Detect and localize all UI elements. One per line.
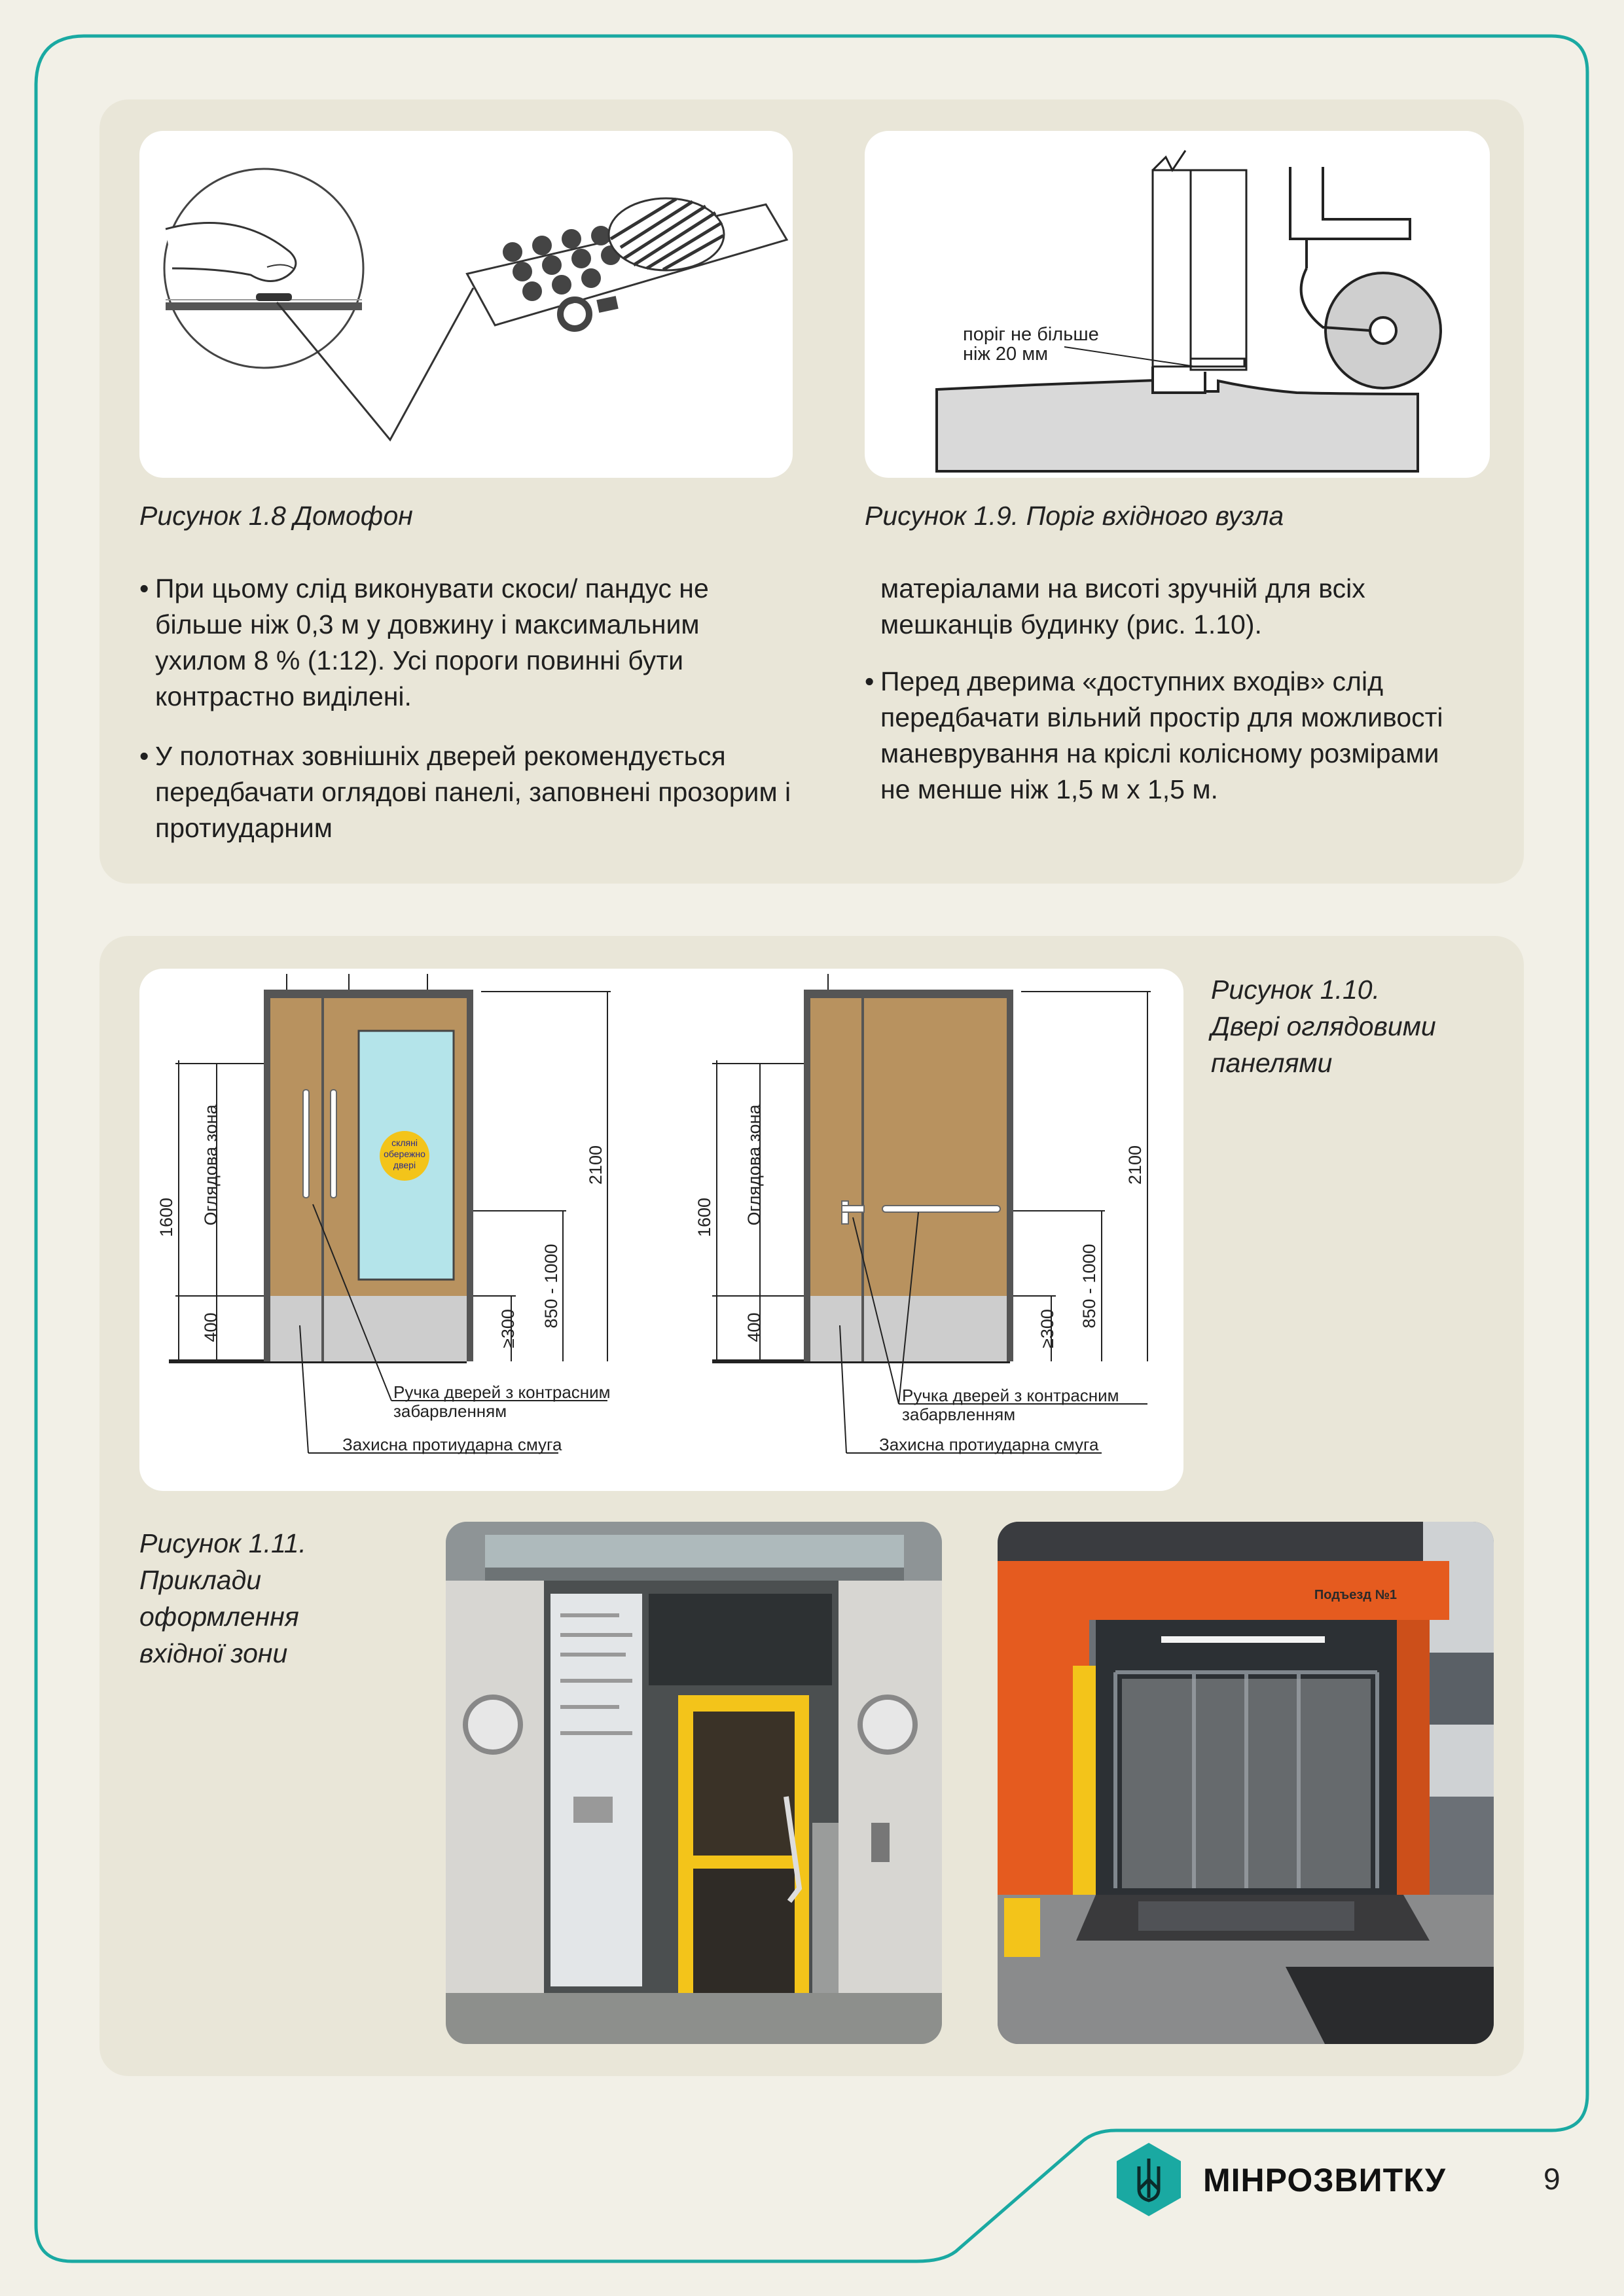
figure-1-10-caption [1211, 971, 1436, 1081]
page-number: 9 [1543, 2162, 1561, 2196]
glass-sign-line3: двері [393, 1160, 416, 1170]
door1-height-850: 850 - 1000 [541, 1244, 561, 1329]
door1-height-400: 400 [201, 1312, 221, 1342]
door2-height-1600: 1600 [695, 1197, 714, 1238]
glass-sign-line1: скляні [391, 1138, 418, 1148]
threshold-label-line2: ніж 20 мм [963, 344, 1049, 365]
figure-1-8-caption: Рисунок 1.8 Домофон [139, 501, 413, 531]
intercom-figure [139, 131, 793, 478]
ministry-logo-icon [1113, 2140, 1185, 2219]
figure-1-11-caption [139, 1525, 306, 1672]
left-text-column [139, 571, 794, 870]
door1-height-300: ≥300 [498, 1309, 518, 1348]
glass-sign-line2: обережно [384, 1149, 425, 1159]
door-without-glass-panel [695, 974, 1151, 1454]
door1-height-2100: 2100 [586, 1145, 605, 1185]
door-with-glass-panel [156, 974, 611, 1454]
door1-height-1600: 1600 [156, 1197, 176, 1238]
fig-1-11-caption-line3: оформлення [139, 1602, 299, 1632]
door1-strip-note: Захисна протиударна смуга [342, 1435, 562, 1454]
threshold-label-line1: поріг не більше [963, 324, 1099, 345]
door2-height-2100: 2100 [1125, 1145, 1145, 1185]
continuation-text: матеріалами на висоті зручній для всіх мешканців будинку (рис. 1.10). [880, 573, 1365, 639]
figure-1-9-caption: Рисунок 1.9. Поріг вхідного вузла [865, 501, 1284, 531]
entrance-photo-orange-canopy [998, 1522, 1494, 2044]
door2-height-300: ≥300 [1038, 1309, 1057, 1348]
door1-handle-note-line2: забарвленням [393, 1401, 507, 1421]
building-entrance-sign: Подъезд №1 [1314, 1588, 1397, 1602]
door1-handle-note-line1: Ручка дверей з контрасним [393, 1382, 611, 1402]
door2-height-850: 850 - 1000 [1079, 1244, 1099, 1329]
bullet-door-panels: • У полотнах зовнішніх дверей рекомендується передбачати оглядові панелі, заповнені прозорим і протиударним [139, 738, 794, 846]
fig-1-10-caption-line3: панелями [1211, 1048, 1333, 1078]
fig-1-11-caption-line4: вхідної зони [139, 1638, 288, 1668]
fig-1-11-caption-line1: Рисунок 1.11. [139, 1528, 306, 1558]
doors-figure [139, 969, 1183, 1491]
right-text-column [865, 571, 1473, 831]
door2-handle-note-line1: Ручка дверей з контрасним [902, 1386, 1119, 1405]
ministry-brand-name: МІНРОЗВИТКУ [1203, 2162, 1447, 2198]
fig-1-10-caption-line2: Двері оглядовими [1211, 1011, 1436, 1041]
door1-view-zone: Оглядова зона [201, 1104, 221, 1226]
entrance-photo-yellow-door [446, 1522, 942, 2044]
bullet-ramp: • При цьому слід виконувати скоси/ пандус не більше ніж 0,3 м у довжину і максимальним ухилом 8 % (1:12). Усі пороги повинні бути контрастно виділені. [139, 571, 794, 715]
threshold-figure [865, 131, 1490, 478]
fig-1-11-caption-line2: Приклади [139, 1565, 262, 1595]
door2-height-400: 400 [744, 1312, 764, 1342]
door2-strip-note: Захисна протиударна смуга [879, 1435, 1099, 1454]
door2-view-zone: Оглядова зона [744, 1104, 764, 1226]
door2-handle-note-line2: забарвленням [902, 1405, 1016, 1424]
fig-1-10-caption-line1: Рисунок 1.10. [1211, 975, 1380, 1005]
bullet-maneuver-space: • Перед дверима «доступних входів» слід передбачати вільний простір для можливості маневрування на кріслі колісному розмірами не менше ніж 1,5 м х 1,5 м. [865, 664, 1473, 808]
